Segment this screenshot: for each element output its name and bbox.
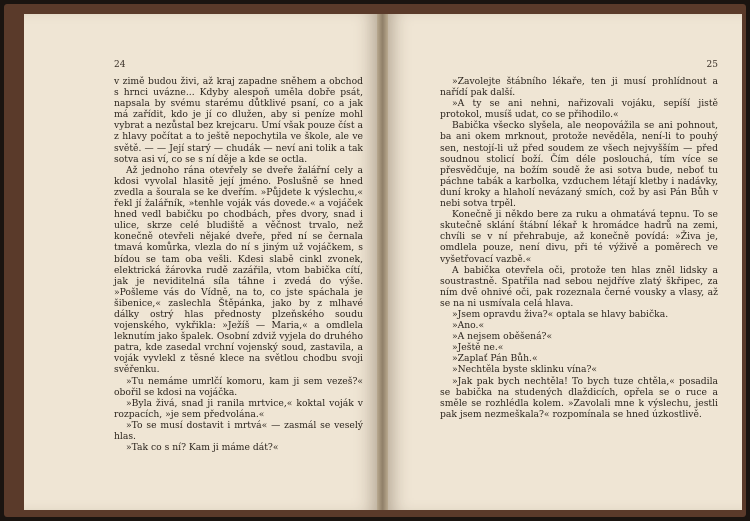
paragraph: »To se musí dostavit i mrtvá« — zasmál se veselý hlas. [114,419,363,442]
paragraph: »Jsem opravdu živa?« optala se hlavy babička. [452,308,669,320]
paragraph: »Nechtěla byste sklinku vína?« [452,364,598,376]
paragraph: Konečně ji někdo bere za ruku a ohmatává tepnu. To se skutečně sklání štábní lékař k hromádce hadrů na zemi, chvíli se v ní přehrabuje, až konečně povídá: »Živa je, omdlela pouze, není divu, při té výživě a poměrech ve vyšetřovací vazbě.« [440,209,718,265]
paragraph: »Zaplať Pán Bůh.« [452,353,538,365]
paragraph: »A nejsem oběšená?« [452,331,553,343]
right-page [388,14,742,510]
paragraph: v zimě budou živi, až kraj zapadne sněhem a obchod s hrnci uvázne... Kdyby alespoň uměla dobře psát, napsala by svému starému důtklivé psaní, co a jak má zařídit, kdo je jí co dlužen, aby si peníze mohl vybrat a nezůstal bez krejcaru. Umí však pouze číst a z hlavy počítat a to ještě nepochytila ve škole, ale ve světě. — — Její starý — chudák — neví ani tolik a tak sotva asi ví, co se s ní děje a kde se octla. [114,76,363,165]
paragraph: »A ty se ani nehni, nařizovali vojáku, sepíší jistě protokol, musíš udat, co se přihodilo.« [440,98,718,121]
paragraph: »Byla živá, snad ji ranila mrtvice,« koktal voják v rozpacích, »je sem předvolána.« [114,397,363,420]
paragraph: »Tu nemáme umrlčí komoru, kam ji sem vezeš?« obořil se kdosi na vojáčka. [114,375,363,398]
right-page-text [440,76,718,420]
paragraph: »Ano.« [452,320,485,332]
page-number-right: 25 [706,60,718,70]
open-book [4,4,746,517]
left-page [24,14,377,510]
page-number-left: 24 [114,60,126,70]
paragraph: Babička všecko slyšela, ale neopovážila se ani pohnout, ba ani okem mrknout, protože nevěděla, není-li to pouhý sen, nestojí-li už před soudem ze všech nejvyšším — před soudnou stolicí boží. Čím déle poslouchá, tím více se přesvědčuje, na božím soudě že asi sotva bude, neboť tu páchne tabák a karbolka, vzduchem létají kletby i nadávky, duní kroky a hlaholí nevázaný smích, což by asi Pán Bůh v nebi sotva trpěl. [440,120,718,210]
paragraph: »Jak pak bych nechtěla! To bych tuze chtěla,« posadila se babička na studených dlaždicích, opřela se o ruce a směle se rozhlédla kolem. »Zavolali mne k výslechu, jestli pak jsem nezmeškala?« rozpomínala se hned úzkostlivě. [440,375,718,420]
book-gutter [377,14,388,510]
paragraph: Až jednoho rána otevřely se dveře žalářní cely a kdosi vyvolal hlasitě její jméno. Poslušně se hned zvedla a šourala se ke dveřím. »Půjdete k výslechu,« řekl jí žalářník, »tenhle voják vás dovede.« a vojáček hned vedl babičku po chodbách, přes dvory, snad i ulice, skrze celé bludiště a věčnost trvalo, než konečně otevřeli nějaké dveře, před ní se černala tmavá komůrka, vlezla do ní s jiným už vojáčkem, s bídou se tam oba vešli. Kdesi slabě cinkl zvonek, elektrická žárovka rudě zazářila, vtom babička cítí, jak je neviditelná síla táhne i zvedá do výše. »Pošleme vás do Vídně, na to, co jste spáchala je šibenice,« zaslechla Štěpánka, jako by z mlhavé dálky ostrý hlas přednosty plzeňského soudu vojenského, vykřikla: »Ježíš — Maria,« a omdlela leknutím jako špalek. Osobní zdviž vyjela do druhého patra, kde zasedal vrchní vojenský soud, zastavila, a voják vyvlekl z těsné klece na světlou chodbu svoji svěřenku. [114,164,363,376]
paragraph: »Zavolejte štábního lékaře, ten ji musí prohlídnout a nařídí pak další. [440,76,718,99]
paragraph: »Tak co s ní? Kam ji máme dát?« [126,442,279,454]
paragraph: A babička otevřela oči, protože ten hlas zněl lidsky a soustrastně. Spatřila nad sebou nejdříve zlatý škřipec, za ním dvě ohnivé oči, pak rozeznala černé vousky a vlasy, až se na ni usmívala celá hlava. [440,264,718,309]
paragraph: »Ještě ne.« [452,342,504,354]
left-page-text [114,76,363,453]
